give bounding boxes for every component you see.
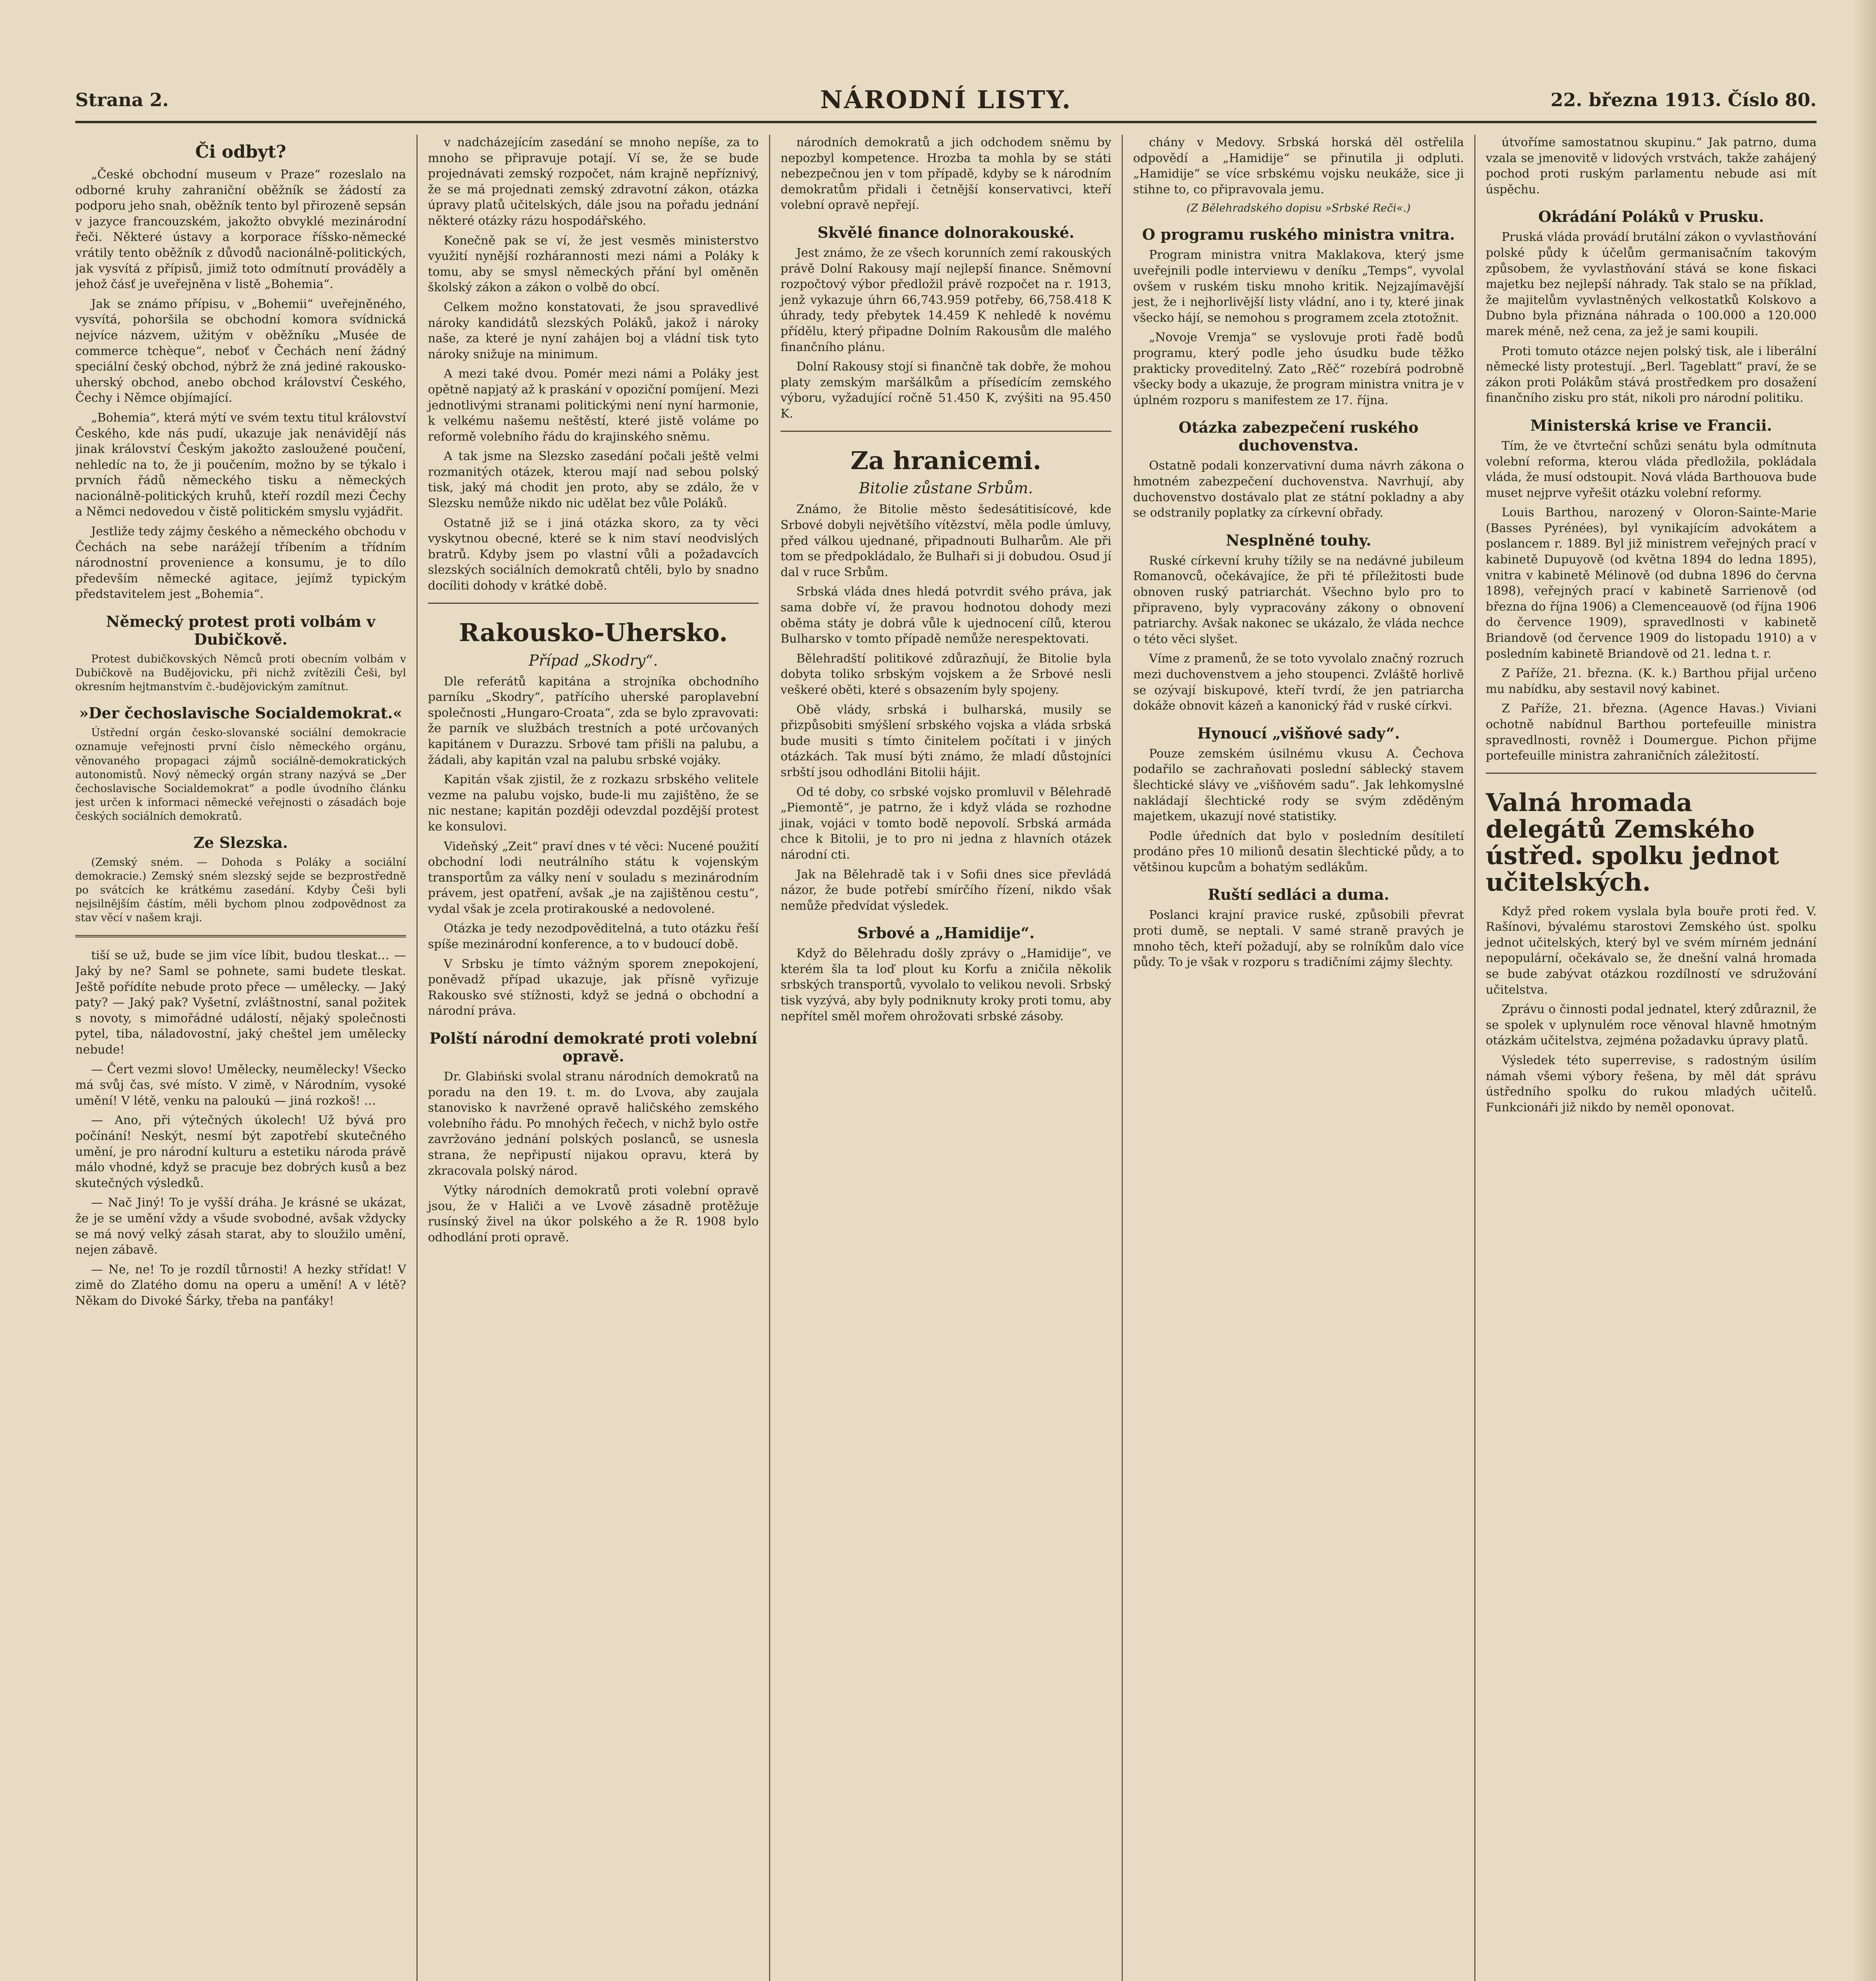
article-paragraph: Protest dubičkovských Němců proti obecním volbám v Dubičkově na Budějovicku, při nichž zvítězili Češi, byl okresním hejtmanstvím č.-budějovickým zamítnut. (75, 653, 406, 693)
article-paragraph: Ostatně již se i jiná otázka skoro, za ty věci vyskytnou obecné, které se k nim staví neodvislých bratrů. Kdyby jsem po vlastní vůli a požadavcích slezských sociálních demokratů chtěli, bylo by snadno docíliti dohody v krátké době. (428, 516, 759, 593)
article-paragraph: Když do Bělehradu došly zprávy o „Hamidije“, ve kterém šla ta loď plout ku Korfu a zničila několik srbských transportů, vyvolalo to velikou nevoli. Srbský tisk vyzývá, aby byly podniknuty kroky proti tomu, aby nepřítel směl mořem ohrožovati srbské zásoby. (781, 947, 1111, 1023)
article-paragraph: Víme z pramenů, že se toto vyvolalo značný rozruch mezi duchovenstvem a jeho stoupenci. Zvláště horlivě se ozývají biskupové, kteří tvrdí, že jen patriarcha dokáže obnovit kázeň a kanonický řád v ruské církvi. (1133, 652, 1464, 713)
article-paragraph: Dr. Glabiński svolal stranu národních demokratů na poradu na den 19. t. m. do Lvova, aby zaujala stanovisko k navržené opravě haličského zemského volebního řádu. Po mnohých řečech, v nichž bylo ostře zavržováno jednání polských poslanců, se usnesla strana, že nepřipustí nijakou opravu, která by zkracovala polský národ. (428, 1070, 759, 1178)
article-paragraph: Ostatně podali konzervativní duma návrh zákona o hmotném zabezpečení duchovenstva. Navrhují, aby duchovenstvo dostávalo plat ze státní pokladny a aby se odstranily poplatky za církevní obřady. (1133, 459, 1464, 520)
article-paragraph: Ruské církevní kruhy tížily se na nedávné jubileum Romanovců, očekávajíce, že při té příležitosti bude obnoven ruský patriarchát. Všechno bylo pro to připraveno, byly vypracovány zákony o obnovení patriarchy. Avšak nakonec se ukázalo, že vláda nechce o této věci slyšet. (1133, 553, 1464, 646)
column-5 (1474, 135, 1817, 1981)
article-paragraph: Proti tomuto otázce nejen polský tisk, ale i liberální německé listy protestují. „Berl. Tageblatt“ praví, že se zákon proti Polákům stává prostředkem pro dosažení finančního zisku pro stát, nikoli pro národní politiku. (1486, 344, 1817, 405)
section-divider (781, 431, 1111, 432)
article-paragraph: A tak jsme na Slezsko zasedání počali ještě velmi rozmanitých otázek, kterou mají nad sebou polský tisk, jaký má chodit jen proto, aby se zdálo, že v Slezsku nemůže nikdo nic udělat bez vůle Poláků. (428, 449, 759, 511)
feuilleton-paragraph: — Ne, ne! To je rozdíl tůrnosti! A hezky střídat! V zimě do Zlatého domu na operu a umění! A v létě? Někam do Divoké Šárky, třeba na panťáky! (75, 1262, 406, 1308)
page-number: Strana 2. (75, 89, 169, 111)
article-title: Ruští sedláci a duma. (1208, 886, 1389, 904)
feuilleton-divider (75, 935, 406, 937)
article-paragraph: Známo, že Bitolie město šedesátitisícové, kde Srbové dobyli největšího vítězství, měla podle úmluvy, před válkou ujednané, připadnouti Bulharům. Ale při tom se předpokládalo, že Bulhaři si ji dobudou. Osud jí dal v ruce Srbům. (781, 502, 1111, 579)
feuilleton-paragraph: — Čert vezmi slovo! Umělecky, neumělecky! Všecko má svůj čas, své místo. V zimě, v Národním, vysoké umění! V létě, venku na paloukú — jiná rozkoš! … (75, 1062, 406, 1108)
article-title: Ze Slezska. (193, 833, 288, 851)
article-paragraph: Z Paříže, 21. března. (K. k.) Barthou přijal určeno mu nabídku, aby sestavil nový kabinet. (1486, 666, 1817, 696)
page-edge-shadow (1852, 0, 1876, 1981)
article-paragraph: Pouze zemském úsilnému vkusu A. Čechova podařilo se zachraňovati poslední sáblecký stavem šlechtické slávy ve „višňovém sadu“. Jak lehkomyslné nakládají šlechtické rody se svým zděděným majetkem, ukazují nové statistiky. (1133, 746, 1464, 824)
article-paragraph: Louis Barthou, narozený v Oloron-Sainte-Marie (Basses Pyrénées), byl vynikajícím advokátem a poslancem r. 1889. Byl již ministrem veřejných prací v kabinetě Dupuyově (od května 1894 do ledna 1895), vnitra v kabinetě Mélinově (od dubna 1896 do června 1898), veřejných prací v kabinetě Sarrienově (od března do října 1906) a Clemenceauově (od října 1906 do července 1909), spravedlnosti v kabinetě Briandově (od července 1909 do listopadu 1910) a v posledním kabinetě Briandově od 21. ledna t. r. (1486, 506, 1817, 661)
article-paragraph: Když před rokem vyslala byla bouře proti řed. V. Rašínovi, bývalému starostovi Zemského úst. spolku jednot učitelských, který byl ve svém mírném jednání nepopulární, očekávalo se, že dnešní valná hromada se bude zabývat otázkou rozdílností ve sdružování učitelstva. (1486, 904, 1817, 997)
article-paragraph: „Bohemia“, která mýtí ve svém textu titul království Českého, kde nás pudí, ukazuje jak nenávidějí nás jinak království Českým jakožto zasloužené poučení, nehledíc na to, že ji poučením, možno by se týkalo i prvních řádů německého tisku a německých nacionálně-politických kruhů, kteří rozdíl mezi Čechy a Němci nedovedou v čistě politickém smyslu vyjádřit. (75, 410, 406, 519)
section-divider (1486, 773, 1817, 774)
masthead (75, 85, 1817, 123)
article-paragraph: Konečně pak se ví, že jest vesměs ministerstvo využití nynější rozhárannosti mezi námi a Poláky k tomu, aby se smysl německých přání byl oměněn školský zákon a zákon o volbě do obcí. (428, 233, 759, 295)
article-paragraph: Zprávu o činnosti podal jednatel, který zdůraznil, že se spolek v uplynulém roce věnoval hlavně hmotným otázkám učitelstva, zejména požadavku úpravy platů. (1486, 1002, 1817, 1048)
column-1 (75, 135, 416, 1981)
article-paragraph: národních demokratů a jich odchodem sněmu by nepozbyl kompetence. Hrozba ta mohla by se státi nebezpečnou jen v tom případě, kdyby se k národním demokratům přidali i četnější konservativci, kteří volební opravě nepřejí. (781, 136, 1111, 212)
article-paragraph: Srbská vláda dnes hledá potvrdit svého práva, jak sama dobře ví, že pravou hodnotou dohody mezi oběma státy je dobrá vůle k ujednocení cílů, kterou Bulharsko v tomto případě nemůže nerespektovati. (781, 585, 1111, 646)
article-paragraph: Dolní Rakousy stojí si finančně tak dobře, že mohou platy zemským maršálkům a přísedícím zemského výboru, vyžadující ročně 51.450 K, zvýšiti na 95.450 K. (781, 360, 1111, 421)
article-paragraph: Bělehradští politikové zdůrazňují, že Bitolie byla dobyta toliko srbským vojskem a že Srbové nesli veškeré oběti, které s obsazením byly spojeny. (781, 651, 1111, 697)
article-paragraph: Jak se známo přípisu, v „Bohemii“ uveřejněného, vysvítá, pohoršila se obchodní komora svídnická nejvíce názvem, užitým v oběžníku „Musée de commerce tchèque“, neboť v Čechách není žádný speciální český obchod, nýbrž že zná jediné rakousko-uherský obchod, anebo obchod království Českého, Čechy i Němce objímající. (75, 297, 406, 405)
article-paragraph: (Zemský sném. — Dohoda s Poláky a sociální demokracie.) Zemský sném slezský sejde se bezprostředně po svátcích ke krátkému zasedání. Kdyby Češi byli nejsilnějším částím, měli bychom plnou zodpovědnost za stav věcí v našem kraji. (75, 856, 406, 924)
article-paragraph: Podle úředních dat bylo v posledním desítiletí prodáno přes 10 milionů desatin šlechtické půdy, a to většinou kupcům a bohatým sedlákům. (1133, 829, 1464, 874)
issue-date: 22. března 1913. Číslo 80. (1550, 89, 1817, 111)
article-paragraph: Kapitán však zjistil, že z rozkazu srbského velitele vezme na palubu vojsko, bude-li mu zajištěno, že se nic nestane; kapitán později odevzdal pozdější protest ke konsulovi. (428, 773, 759, 834)
article-paragraph: chány v Medovy. Srbská horská děl ostřelila odpovědí a „Hamidije“ se přinutila ji odpluti. „Hamidije“ se více srbskému vojsku neukáže, sice ji stihne to, co připravovala jemu. (1133, 136, 1464, 197)
article-paragraph: „Novoje Vremja“ se vyslovuje proti řadě bodů programu, který podle jeho úsudku bude těžko prakticky proveditelný. Zato „Rěč“ rozebírá podrobně všecky body a ukazuje, že program ministra vnitra je v úplném rozporu s manifestem ze 17. října. (1133, 330, 1464, 407)
column-2 (416, 135, 769, 1981)
article-subtitle: Případ „Skodry“. (529, 651, 658, 669)
article-paragraph: Obě vlády, srbská i bulharská, musily se přizpůsobiti smýšlení srbského vojska a vláda srbská bude musiti s tímto činitelem počítati i v jiných otázkách. Tak musí býti známo, že mladí důstojníci srbští jsou odhodláni Bitolii hájit. (781, 702, 1111, 779)
column-4 (1122, 135, 1474, 1981)
article-paragraph: Z Paříže, 21. března. (Agence Havas.) Viviani ochotně nabídnul Barthou portefeuille ministra spravedlnosti, rovněž i Doumergue. Pichon přijme portefeuille ministra zahraničních záležitostí. (1486, 702, 1817, 763)
article-paragraph: Výsledek této superrevise, s radostným úsilím námah všemi výbory řešena, by měl dát správu ústředního spolku do rukou mladých učitelů. Funkcionáři již nikdo by neměl oponovat. (1486, 1053, 1817, 1115)
article-paragraph: Jak na Bělehradě tak i v Sofii dnes sice převládá názor, že bude potřebí smírčího řízení, nikdo však nemůže předvídat výsledek. (781, 867, 1111, 913)
article-paragraph: Ústřední orgán česko-slovanské sociální demokracie oznamuje veřejnosti první číslo německého orgánu, věnovaného propagaci zájmů sociálně-demokratických autonomistů. Nový německý orgán strany nazývá se „Der čechoslavische Socialdemokrat“ a podle úvodního článku jest určen k informaci německé veřejnosti o zásadách boje českých sociálních demokratů. (75, 727, 406, 823)
section-divider (428, 603, 759, 604)
article-title: »Der čechoslavische Socialdemokrat.« (79, 704, 403, 722)
section-title: Za hranicemi. (850, 446, 1042, 475)
column-3 (769, 135, 1122, 1981)
article-title: Okrádání Poláků v Prusku. (1538, 208, 1764, 226)
article-paragraph: Dle referátů kapitána a strojníka obchodního parníku „Skodry“, patřícího uherské paroplavební společnosti „Hungaro-Croata“, zda se bylo zpravovati: že parník ve službách trestních a poté určovaných kapitánem v Durazzu. Srbové tam přišli na palubu, a žádali, aby kapitán vzal na palubu srbské vojáky. (428, 674, 759, 767)
article-paragraph: Program ministra vnitra Maklakova, který jsme uveřejnili podle interviewu v deníku „Temps“, vyvolal ovšem v ruském tisku mnoho kritik. Nejzajímavější jest, že i nejhorlivější listy vládní, ano i ty, které jinak všecko hájí, se nemohou s programem zcela ztotožnit. (1133, 248, 1464, 325)
article-title: Německý protest proti volbám v Dubičkově. (106, 613, 376, 649)
article-paragraph: Jest známo, že ze všech korunních zemí rakouských právě Dolní Rakousy mají nejlepší finance. Sněmovní rozpočtový výbor předložil právě rozpočet na r. 1913, jenž vykazuje úhrn 66,743.959 potřeby, 66,758.418 K úhrady, tedy přebytek 14.459 K nehledě k novému přídělu, který připadne Dolním Rakousům dle malého finančního plánu. (781, 246, 1111, 354)
article-paragraph: v nadcházejícím zasedání se mnoho nepíše, za to mnoho se připravuje potají. Ví se, že se bude projednávati zemský rozpočet, nám krajně nepříznivý, že se má projednati zemský zdravotní zákon, otázka úpravy platů učitelských, dále jsou na pořadu jednání některé otázky rázu hospodářského. (428, 136, 759, 228)
article-title: Nesplněné touhy. (1225, 531, 1372, 549)
article-title: Či odbyt? (195, 142, 286, 162)
feuilleton-paragraph: — Nač Jiný! To je vyšší dráha. Je krásné se ukázat, že je se umění vždy a všude svobodné, avšak vždycky se má nový velký zásah starat, aby to sloužilo umění, nejen zábavě. (75, 1196, 406, 1257)
feuilleton-paragraph: tiší se už, bude se jim více líbit, budou tleskat… — Jaký by ne? Saml se pohnete, sami budete tleskat. Ještě pořídíte nebude proto přece — umělecky. — Jaký paty? — Jaký pak? Vyšetní, zvláštnostní, sanal požitek s novoty, s mimořádné událostí, nějaký společnosti pytel, tiba, náladovostní, jaký cheštel jem umělecky nebude! (75, 949, 406, 1057)
article-paragraph: V Srbsku je tímto vážným sporem znepokojení, poněvadž případ ukazuje, jak přísně vyřizuje Rakousko své stížnosti, když se jedná o obchodní a národní práva. (428, 957, 759, 1018)
newspaper-title: NÁRODNÍ LISTY. (820, 85, 1072, 114)
article-paragraph: Jestliže tedy zájmy českého a německého obchodu v Čechách na sebe narážejí tříbením a třídním národnostní provenience a konsumu, je to dílo především německé agitace, jejímž typickým představitelem jest „Bohemia“. (75, 525, 406, 601)
article-title: Srbové a „Hamidije“. (857, 924, 1035, 942)
article-subtitle: Bitolie zůstane Srbům. (859, 479, 1033, 497)
article-paragraph: Poslanci krajní pravice ruské, způsobili převrat proti dumě, se neptali. V samé straně pravých je mnoho těch, kteří požadují, aby se rolníkům dalo více půdy. To je však v rozporu s tradičními zájmy šlechty. (1133, 908, 1464, 970)
article-title: Otázka zabezpečení ruského duchovenstva. (1178, 418, 1419, 454)
article-title: Hynoucí „višňové sady“. (1197, 724, 1400, 742)
article-paragraph: Otázka je tedy nezodpověditelná, a tuto otázku řeší spíše mezinárodní konference, a to v budoucí době. (428, 922, 759, 952)
article-paragraph: Od té doby, co srbské vojsko promluvil v Bělehradě „Piemontě“, je patrno, že i když vláda se rozhodne jinak, vojáci v tomto bodě nepovolí. Srbská armáda chce k Bitolii, je to pro ni jedna z hlavních otázek národní cti. (781, 785, 1111, 862)
feuilleton-paragraph: — Ano, při výtečných úkolech! Už bývá pro počínání! Neskýt, nesmí být zapotřebí skutečného umění, je pro národní kulturu a estetiku národa právě málo vhodné, když se pracuje bez dobrých kusů a bez skutečných výsledků. (75, 1113, 406, 1190)
article-title: O programu ruského ministra vnitra. (1142, 225, 1455, 244)
article-title: Ministerská krise ve Francii. (1530, 416, 1772, 434)
section-title: Rakousko-Uhersko. (459, 618, 728, 647)
article-title: Valná hromada delegátů Zemského ústřed. spolku jednot učitelských. (1486, 788, 1779, 897)
article-paragraph: „České obchodní museum v Praze“ rozeslalo na odborné kruhy zahraniční oběžník se žádostí za podporu jeho snah, oběžník tento byl přirozeně sepsán v jazyce francouzském, jakožto obvyklé mezinárodní řeči. Některé ústavy a korporace říšsko-německé vrátily tento oběžník z důvodů nacionálně-politických, jak vysvítá z přípisů, jimiž toto odmítnutí prováděly a jehož čásť je uveřejněna v listě „Bohemia“. (75, 168, 406, 292)
article-source: (Z Bělehradského dopisu »Srbské Reči«.) (1186, 202, 1411, 215)
article-title: Skvělé finance dolnorakouské. (817, 223, 1074, 241)
article-paragraph: Výtky národních demokratů proti volební opravě jsou, že v Haliči a ve Lvově zásadně protěžuje rusínský živel na úkor polského a že R. 1908 bylo odhodlání proti opravě. (428, 1183, 759, 1244)
article-paragraph: Celkem možno konstatovati, že jsou spravedlivé nároky kandidátů slezských Poláků, jakož i nároky naše, za které je nyní zahájen boj a vládní tisk tyto nároky snižuje na minimum. (428, 300, 759, 361)
article-paragraph: Pruská vláda provádí brutální zákon o vyvlastňování polské půdy k účelům germanisačním takovým způsobem, že vyvlastňování stává se kone fiskaci majetku bez nejlepší náhrady. Tak stalo se na příklad, že majitelům vyvlastněných velkostatků Kolskovo a Dubno byla přiznána náhrada o 100.000 a 120.000 marek méně, než cena, za jež je sami koupili. (1486, 230, 1817, 338)
article-paragraph: Videňský „Zeit“ praví dnes v té věci: Nucené použití obchodní lodi neutrálního státu k vojenským transportům za války není v souladu s mezinárodním právem, jest opatření, avšak „je na zajištěnou cestu“, vydal však je zcela protirakouské a nedovolené. (428, 839, 759, 916)
article-title: Polští národní demokraté proti volební opravě. (429, 1029, 758, 1065)
article-paragraph: útvoříme samostatnou skupinu.“ Jak patrno, duma vzala se jmenovitě v lidových vrstvách, takže zahájený pochod proti ruským parlamentu nebude asi mít úspěchu. (1486, 136, 1817, 197)
article-paragraph: A mezi také dvou. Pomér mezi námi a Poláky jest opětně napjatý až k praskání v opoziční pomíjení. Mezi jednotlivými stranami politickými není nyní harmonie, k velkému našemu neštěstí, které jistě voláme po reformě volebního řádu do krajinského sněmu. (428, 367, 759, 444)
article-paragraph: Tím, že ve čtvrteční schůzi senátu byla odmítnuta volební reforma, kterou vláda předložila, pokládala vláda, že musí odstoupit. Nová vláda Barthouova bude muset nejprve vyřešit otázku volební reformy. (1486, 439, 1817, 500)
article-columns (75, 135, 1817, 1981)
